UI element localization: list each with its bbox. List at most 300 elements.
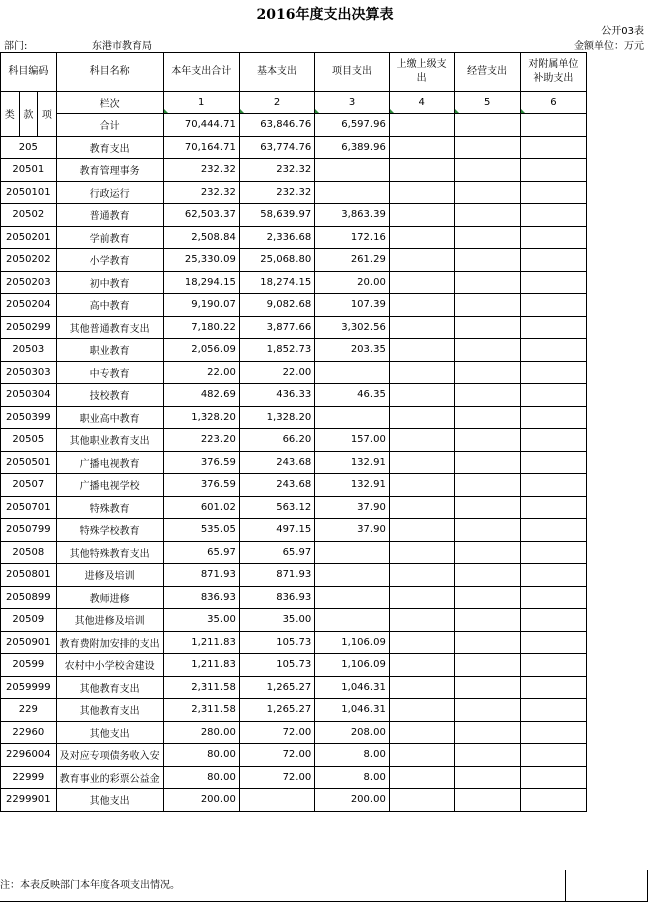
row-subsidy bbox=[520, 676, 586, 699]
row-basic: 2,336.68 bbox=[239, 226, 314, 249]
row-project bbox=[315, 361, 390, 384]
row-project: 8.00 bbox=[315, 744, 390, 767]
row-upper bbox=[389, 114, 454, 137]
row-project: 107.39 bbox=[315, 294, 390, 317]
row-upper bbox=[389, 721, 454, 744]
row-upper bbox=[389, 294, 454, 317]
table-row bbox=[1, 429, 650, 452]
form-number: 公开03表 bbox=[601, 26, 644, 37]
row-business bbox=[454, 586, 520, 609]
row-upper bbox=[389, 339, 454, 362]
header-upper: 上缴上级支出 bbox=[389, 53, 454, 92]
row-subsidy bbox=[520, 496, 586, 519]
row-basic: 497.15 bbox=[239, 519, 314, 542]
row-subsidy bbox=[520, 744, 586, 767]
row-code: 2050101 bbox=[1, 181, 57, 204]
row-code: 2050204 bbox=[1, 294, 57, 317]
row-name: 其他进修及培训 bbox=[56, 609, 163, 632]
table-row bbox=[1, 631, 650, 654]
row-total: 9,190.07 bbox=[163, 294, 239, 317]
table-row bbox=[1, 136, 650, 159]
row-name: 普通教育 bbox=[56, 204, 163, 227]
row-basic: 243.68 bbox=[239, 474, 314, 497]
row-code: 20501 bbox=[1, 159, 57, 182]
row-business bbox=[454, 361, 520, 384]
row-name: 进修及培训 bbox=[56, 564, 163, 587]
row-total: 836.93 bbox=[163, 586, 239, 609]
row-subsidy bbox=[520, 181, 586, 204]
table-row bbox=[1, 586, 650, 609]
row-subsidy bbox=[520, 406, 586, 429]
table-row bbox=[1, 654, 650, 677]
row-basic: 243.68 bbox=[239, 451, 314, 474]
row-name: 其他教育支出 bbox=[56, 676, 163, 699]
row-upper bbox=[389, 181, 454, 204]
row-project: 37.90 bbox=[315, 496, 390, 519]
row-total: 200.00 bbox=[163, 789, 239, 812]
row-project: 1,106.09 bbox=[315, 631, 390, 654]
table-row bbox=[1, 519, 650, 542]
header-basic: 基本支出 bbox=[239, 53, 314, 92]
row-code: 2050501 bbox=[1, 451, 57, 474]
row-upper bbox=[389, 159, 454, 182]
row-project bbox=[315, 406, 390, 429]
row-name: 教育费附加安排的支出 bbox=[56, 631, 163, 654]
page-title: 2016年度支出决算表 bbox=[256, 7, 394, 23]
amount-unit: 金额单位：万元 bbox=[574, 41, 644, 52]
row-subsidy bbox=[520, 249, 586, 272]
row-project: 37.90 bbox=[315, 519, 390, 542]
row-basic: 22.00 bbox=[239, 361, 314, 384]
header-kuan: 款 bbox=[19, 92, 38, 137]
row-subsidy bbox=[520, 586, 586, 609]
row-total: 65.97 bbox=[163, 541, 239, 564]
row-project: 8.00 bbox=[315, 766, 390, 789]
row-basic: 105.73 bbox=[239, 631, 314, 654]
row-code: 20508 bbox=[1, 541, 57, 564]
row-upper bbox=[389, 519, 454, 542]
row-project: 6,597.96 bbox=[315, 114, 390, 137]
row-business bbox=[454, 136, 520, 159]
row-upper bbox=[389, 496, 454, 519]
row-project bbox=[315, 159, 390, 182]
row-upper bbox=[389, 676, 454, 699]
order-2: 2 bbox=[239, 92, 314, 114]
row-basic: 1,852.73 bbox=[239, 339, 314, 362]
row-total: 2,508.84 bbox=[163, 226, 239, 249]
row-subsidy bbox=[520, 429, 586, 452]
order-3: 3 bbox=[315, 92, 390, 114]
row-code: 20599 bbox=[1, 654, 57, 677]
expenditure-table bbox=[0, 52, 650, 812]
row-business bbox=[454, 451, 520, 474]
row-business bbox=[454, 519, 520, 542]
row-business bbox=[454, 384, 520, 407]
table-note: 注：本表反映部门本年度各项支出情况。 bbox=[0, 880, 180, 891]
row-subsidy bbox=[520, 789, 586, 812]
table-row bbox=[1, 316, 650, 339]
row-total: 25,330.09 bbox=[163, 249, 239, 272]
header-total: 本年支出合计 bbox=[163, 53, 239, 92]
table-row bbox=[1, 406, 650, 429]
row-basic: 63,774.76 bbox=[239, 136, 314, 159]
row-total: 2,311.58 bbox=[163, 676, 239, 699]
row-total: 232.32 bbox=[163, 181, 239, 204]
row-basic bbox=[239, 789, 314, 812]
row-total: 376.59 bbox=[163, 451, 239, 474]
row-project: 200.00 bbox=[315, 789, 390, 812]
row-subsidy bbox=[520, 631, 586, 654]
row-project bbox=[315, 564, 390, 587]
row-name: 特殊教育 bbox=[56, 496, 163, 519]
row-business bbox=[454, 541, 520, 564]
row-business bbox=[454, 564, 520, 587]
row-project: 3,302.56 bbox=[315, 316, 390, 339]
table-row bbox=[1, 204, 650, 227]
row-code: 20507 bbox=[1, 474, 57, 497]
row-business bbox=[454, 789, 520, 812]
row-upper bbox=[389, 631, 454, 654]
row-total: 1,211.83 bbox=[163, 654, 239, 677]
row-basic: 18,274.15 bbox=[239, 271, 314, 294]
row-business bbox=[454, 429, 520, 452]
row-code: 2050801 bbox=[1, 564, 57, 587]
row-basic: 1,265.27 bbox=[239, 699, 314, 722]
row-upper bbox=[389, 474, 454, 497]
header-code: 科目编码 bbox=[1, 53, 57, 92]
column-order-row bbox=[1, 92, 650, 114]
row-basic: 72.00 bbox=[239, 744, 314, 767]
row-upper bbox=[389, 249, 454, 272]
row-basic: 58,639.97 bbox=[239, 204, 314, 227]
table-row bbox=[1, 451, 650, 474]
row-project: 172.16 bbox=[315, 226, 390, 249]
note-divider bbox=[565, 870, 566, 902]
row-basic: 1,265.27 bbox=[239, 676, 314, 699]
row-upper bbox=[389, 564, 454, 587]
header-project: 项目支出 bbox=[315, 53, 390, 92]
row-upper bbox=[389, 429, 454, 452]
row-total: 280.00 bbox=[163, 721, 239, 744]
row-name: 高中教育 bbox=[56, 294, 163, 317]
row-name: 教育支出 bbox=[56, 136, 163, 159]
row-total: 223.20 bbox=[163, 429, 239, 452]
row-business bbox=[454, 676, 520, 699]
table-row bbox=[1, 159, 650, 182]
row-basic: 871.93 bbox=[239, 564, 314, 587]
row-basic: 25,068.80 bbox=[239, 249, 314, 272]
row-business bbox=[454, 631, 520, 654]
table-row bbox=[1, 474, 650, 497]
row-name: 职业教育 bbox=[56, 339, 163, 362]
row-subsidy bbox=[520, 474, 586, 497]
row-business bbox=[454, 226, 520, 249]
row-upper bbox=[389, 384, 454, 407]
row-code: 2050299 bbox=[1, 316, 57, 339]
row-project bbox=[315, 181, 390, 204]
dept-label: 部门: bbox=[4, 41, 28, 52]
row-project: 6,389.96 bbox=[315, 136, 390, 159]
table-row bbox=[1, 789, 650, 812]
row-basic: 63,846.76 bbox=[239, 114, 314, 137]
row-name: 小学教育 bbox=[56, 249, 163, 272]
table-row bbox=[1, 609, 650, 632]
row-business bbox=[454, 654, 520, 677]
row-subsidy bbox=[520, 564, 586, 587]
row-code: 2050203 bbox=[1, 271, 57, 294]
row-subsidy bbox=[520, 361, 586, 384]
row-basic: 66.20 bbox=[239, 429, 314, 452]
row-total: 2,056.09 bbox=[163, 339, 239, 362]
row-subsidy bbox=[520, 699, 586, 722]
header-name: 科目名称 bbox=[56, 53, 163, 92]
table-row bbox=[1, 676, 650, 699]
row-name: 其他教育支出 bbox=[56, 699, 163, 722]
row-upper bbox=[389, 361, 454, 384]
table-row bbox=[1, 181, 650, 204]
row-business bbox=[454, 159, 520, 182]
table-row bbox=[1, 541, 650, 564]
row-code: 22999 bbox=[1, 766, 57, 789]
table-row bbox=[1, 721, 650, 744]
row-upper bbox=[389, 766, 454, 789]
row-name: 教育事业的彩票公益金 bbox=[56, 766, 163, 789]
row-subsidy bbox=[520, 766, 586, 789]
row-upper bbox=[389, 204, 454, 227]
row-code: 22960 bbox=[1, 721, 57, 744]
row-subsidy bbox=[520, 654, 586, 677]
row-code: 2050901 bbox=[1, 631, 57, 654]
row-name: 教育管理事务 bbox=[56, 159, 163, 182]
table-row bbox=[1, 744, 650, 767]
row-subsidy bbox=[520, 721, 586, 744]
row-basic: 35.00 bbox=[239, 609, 314, 632]
row-name: 其他职业教育支出 bbox=[56, 429, 163, 452]
row-business bbox=[454, 271, 520, 294]
row-total: 601.02 bbox=[163, 496, 239, 519]
row-business bbox=[454, 339, 520, 362]
row-code: 2059999 bbox=[1, 676, 57, 699]
row-total: 871.93 bbox=[163, 564, 239, 587]
row-upper bbox=[389, 316, 454, 339]
row-code: 229 bbox=[1, 699, 57, 722]
row-total: 482.69 bbox=[163, 384, 239, 407]
row-subsidy bbox=[520, 519, 586, 542]
row-code: 2050799 bbox=[1, 519, 57, 542]
row-name: 农村中小学校舍建设 bbox=[56, 654, 163, 677]
order-6: 6 bbox=[520, 92, 586, 114]
row-name: 广播电视教育 bbox=[56, 451, 163, 474]
row-subsidy bbox=[520, 159, 586, 182]
row-project: 157.00 bbox=[315, 429, 390, 452]
row-basic: 836.93 bbox=[239, 586, 314, 609]
row-project: 132.91 bbox=[315, 474, 390, 497]
row-code: 2050201 bbox=[1, 226, 57, 249]
row-subsidy bbox=[520, 271, 586, 294]
row-subsidy bbox=[520, 316, 586, 339]
row-basic: 563.12 bbox=[239, 496, 314, 519]
row-project: 203.35 bbox=[315, 339, 390, 362]
row-name: 其他普通教育支出 bbox=[56, 316, 163, 339]
row-name: 初中教育 bbox=[56, 271, 163, 294]
row-project: 20.00 bbox=[315, 271, 390, 294]
row-code: 2299901 bbox=[1, 789, 57, 812]
row-project: 261.29 bbox=[315, 249, 390, 272]
table-row bbox=[1, 294, 650, 317]
row-project: 46.35 bbox=[315, 384, 390, 407]
row-upper bbox=[389, 271, 454, 294]
table-row bbox=[1, 339, 650, 362]
row-business bbox=[454, 496, 520, 519]
row-upper bbox=[389, 406, 454, 429]
row-total: 535.05 bbox=[163, 519, 239, 542]
order-4: 4 bbox=[389, 92, 454, 114]
row-code: 20503 bbox=[1, 339, 57, 362]
row-name: 其他支出 bbox=[56, 721, 163, 744]
row-name: 职业高中教育 bbox=[56, 406, 163, 429]
row-subsidy bbox=[520, 226, 586, 249]
row-total: 80.00 bbox=[163, 744, 239, 767]
row-subsidy bbox=[520, 609, 586, 632]
row-upper bbox=[389, 654, 454, 677]
row-total: 70,164.71 bbox=[163, 136, 239, 159]
row-total: 232.32 bbox=[163, 159, 239, 182]
header-business: 经营支出 bbox=[454, 53, 520, 92]
row-name: 合计 bbox=[56, 114, 163, 137]
row-project: 132.91 bbox=[315, 451, 390, 474]
header-subsidy: 对附属单位补助支出 bbox=[520, 53, 586, 92]
row-basic: 232.32 bbox=[239, 159, 314, 182]
row-business bbox=[454, 766, 520, 789]
row-basic: 1,328.20 bbox=[239, 406, 314, 429]
table-row bbox=[1, 114, 650, 137]
row-project: 3,863.39 bbox=[315, 204, 390, 227]
row-subsidy bbox=[520, 294, 586, 317]
row-basic: 436.33 bbox=[239, 384, 314, 407]
row-total: 18,294.15 bbox=[163, 271, 239, 294]
row-total: 70,444.71 bbox=[163, 114, 239, 137]
order-1: 1 bbox=[163, 92, 239, 114]
row-basic: 232.32 bbox=[239, 181, 314, 204]
table-row bbox=[1, 496, 650, 519]
table-row bbox=[1, 699, 650, 722]
row-basic: 3,877.66 bbox=[239, 316, 314, 339]
row-project: 1,046.31 bbox=[315, 699, 390, 722]
row-code: 2050399 bbox=[1, 406, 57, 429]
row-project: 208.00 bbox=[315, 721, 390, 744]
row-upper bbox=[389, 586, 454, 609]
row-business bbox=[454, 699, 520, 722]
row-name: 其他支出 bbox=[56, 789, 163, 812]
row-total: 376.59 bbox=[163, 474, 239, 497]
row-total: 80.00 bbox=[163, 766, 239, 789]
row-upper bbox=[389, 789, 454, 812]
row-upper bbox=[389, 744, 454, 767]
row-name: 教师进修 bbox=[56, 586, 163, 609]
row-upper bbox=[389, 609, 454, 632]
row-business bbox=[454, 721, 520, 744]
row-total: 22.00 bbox=[163, 361, 239, 384]
row-business bbox=[454, 204, 520, 227]
dept-name: 东港市教育局 bbox=[92, 41, 152, 52]
row-project bbox=[315, 586, 390, 609]
table-row bbox=[1, 384, 650, 407]
row-subsidy bbox=[520, 136, 586, 159]
row-project: 1,046.31 bbox=[315, 676, 390, 699]
row-code: 20502 bbox=[1, 204, 57, 227]
row-name: 及对应专项债务收入安 bbox=[56, 744, 163, 767]
row-code: 2050304 bbox=[1, 384, 57, 407]
row-basic: 72.00 bbox=[239, 766, 314, 789]
row-business bbox=[454, 114, 520, 137]
row-basic: 9,082.68 bbox=[239, 294, 314, 317]
header-row bbox=[1, 53, 650, 92]
row-business bbox=[454, 249, 520, 272]
row-name: 其他特殊教育支出 bbox=[56, 541, 163, 564]
row-business bbox=[454, 316, 520, 339]
row-code: 2050303 bbox=[1, 361, 57, 384]
row-subsidy bbox=[520, 114, 586, 137]
row-name: 广播电视学校 bbox=[56, 474, 163, 497]
row-subsidy bbox=[520, 204, 586, 227]
row-subsidy bbox=[520, 339, 586, 362]
table-row bbox=[1, 361, 650, 384]
row-upper bbox=[389, 541, 454, 564]
row-project: 1,106.09 bbox=[315, 654, 390, 677]
row-basic: 105.73 bbox=[239, 654, 314, 677]
table-row bbox=[1, 249, 650, 272]
row-total: 35.00 bbox=[163, 609, 239, 632]
row-business bbox=[454, 406, 520, 429]
row-upper bbox=[389, 451, 454, 474]
table-row bbox=[1, 226, 650, 249]
row-business bbox=[454, 474, 520, 497]
row-subsidy bbox=[520, 541, 586, 564]
row-code: 2296004 bbox=[1, 744, 57, 767]
row-upper bbox=[389, 699, 454, 722]
header-lei: 类 bbox=[1, 92, 20, 137]
row-code: 205 bbox=[1, 136, 57, 159]
row-basic: 65.97 bbox=[239, 541, 314, 564]
row-subsidy bbox=[520, 384, 586, 407]
order-label: 栏次 bbox=[56, 92, 163, 114]
row-code: 2050202 bbox=[1, 249, 57, 272]
row-business bbox=[454, 744, 520, 767]
row-total: 62,503.37 bbox=[163, 204, 239, 227]
row-project bbox=[315, 609, 390, 632]
row-total: 1,328.20 bbox=[163, 406, 239, 429]
row-basic: 72.00 bbox=[239, 721, 314, 744]
row-total: 7,180.22 bbox=[163, 316, 239, 339]
row-upper bbox=[389, 226, 454, 249]
row-code: 20505 bbox=[1, 429, 57, 452]
header-xiang: 项 bbox=[38, 92, 57, 137]
row-name: 行政运行 bbox=[56, 181, 163, 204]
row-code: 2050701 bbox=[1, 496, 57, 519]
row-code: 2050899 bbox=[1, 586, 57, 609]
table-row bbox=[1, 766, 650, 789]
row-business bbox=[454, 609, 520, 632]
row-code: 20509 bbox=[1, 609, 57, 632]
row-total: 1,211.83 bbox=[163, 631, 239, 654]
row-name: 中专教育 bbox=[56, 361, 163, 384]
table-row bbox=[1, 271, 650, 294]
order-5: 5 bbox=[454, 92, 520, 114]
row-name: 特殊学校教育 bbox=[56, 519, 163, 542]
row-project bbox=[315, 541, 390, 564]
row-business bbox=[454, 181, 520, 204]
row-name: 学前教育 bbox=[56, 226, 163, 249]
